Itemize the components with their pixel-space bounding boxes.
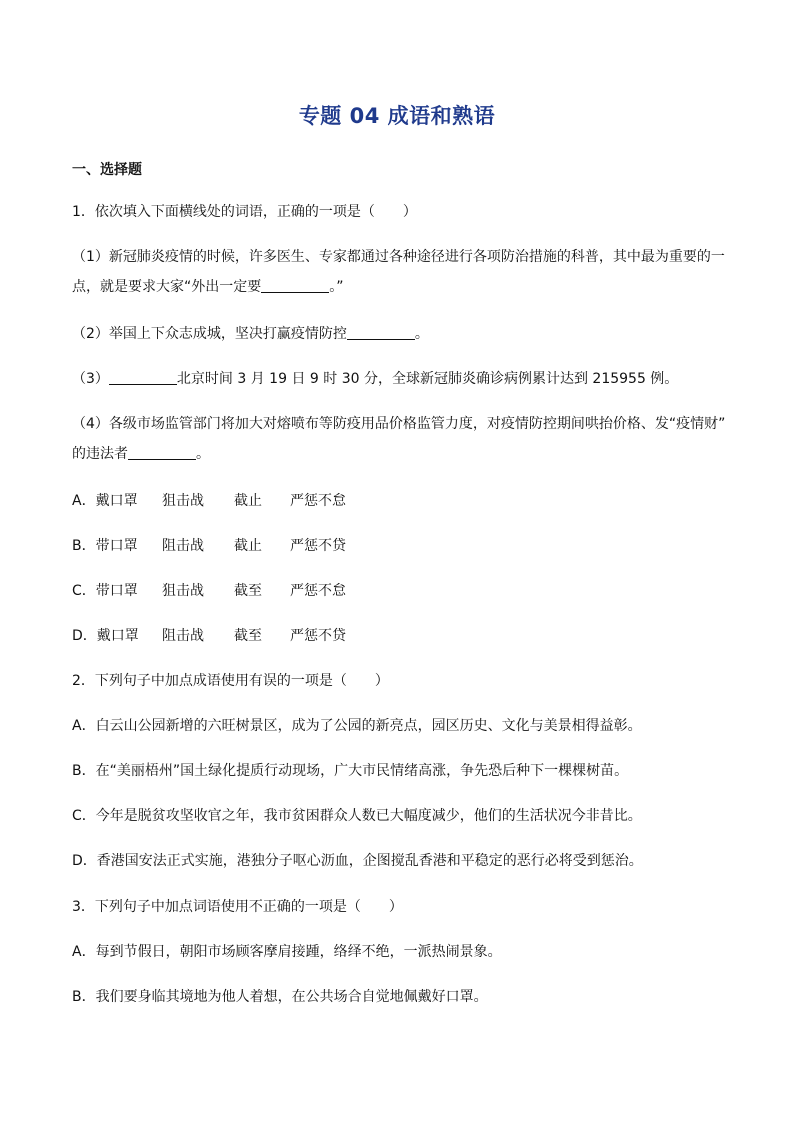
option-cell: A．戴口罩 xyxy=(72,493,138,509)
q3-option-a: A．每到节假日，朝阳市场顾客摩肩接踵，络绎不绝，一派热闹景象。 xyxy=(72,944,502,960)
answer-blank xyxy=(347,325,415,340)
option-cell: 截至 xyxy=(234,583,262,599)
option-cell: D．戴口罩 xyxy=(72,628,139,644)
option-cell: B．带口罩 xyxy=(72,538,138,554)
q2-option-c: C．今年是脱贫攻坚收官之年，我市贫困群众人数已大幅度减少，他们的生活状况今非昔比。 xyxy=(72,808,642,824)
answer-blank xyxy=(109,370,177,385)
q1-sentence-3 xyxy=(72,369,678,389)
option-cell: 截至 xyxy=(234,628,262,644)
q1-sentence-3-text: 北京时间 3 月 19 日 9 时 30 分，全球新冠肺炎确诊病例累计达到 215955 例。 xyxy=(176,371,679,387)
question-1-stem: 1．依次填入下面横线处的词语，正确的一项是（ ） xyxy=(72,204,417,220)
option-cell: 严惩不怠 xyxy=(290,493,346,509)
q2-option-a: A．白云山公园新增的六旺树景区，成为了公园的新亮点，园区历史、文化与美景相得益彰。 xyxy=(72,718,642,734)
q1-sentence-2-end: 。 xyxy=(414,326,429,342)
question-3-stem: 3．下列句子中加点词语使用不正确的一项是（ ） xyxy=(72,899,403,915)
option-cell: 阻击战 xyxy=(162,628,204,644)
q2-option-d: D．香港国安法正式实施，港独分子呕心沥血，企图搅乱香港和平稳定的恶行必将受到惩治。 xyxy=(72,853,643,869)
question-2-stem: 2．下列句子中加点成语使用有误的一项是（ ） xyxy=(72,673,389,689)
option-cell: 截止 xyxy=(234,538,262,554)
q1-sentence-4-line-1: （4）各级市场监管部门将加大对熔喷布等防疫用品价格监管力度，对疫情防控期间哄抬价格、发“疫情财” xyxy=(72,416,726,432)
q3-option-b: B．我们要身临其境地为他人着想，在公共场合自觉地佩戴好口罩。 xyxy=(72,989,488,1005)
q1-sentence-2 xyxy=(72,324,429,344)
q1-option-d xyxy=(72,626,346,646)
q1-sentence-4-text: 的违法者 xyxy=(72,446,128,462)
q1-sentence-1-line-2 xyxy=(72,277,344,297)
q2-option-b: B．在“美丽梧州”国土绿化提质行动现场，广大市民情绪高涨，争先恐后种下一棵棵树苗。 xyxy=(72,763,629,779)
page-title: 专题 04 成语和熟语 xyxy=(298,104,496,128)
option-cell: 狙击战 xyxy=(162,493,204,509)
option-cell: 严惩不贷 xyxy=(290,538,346,554)
q1-option-b xyxy=(72,536,346,556)
option-cell: 严惩不贷 xyxy=(290,628,346,644)
q1-sentence-1-end: 。” xyxy=(329,279,344,295)
q1-sentence-1-text: 点，就是要求大家“外出一定要 xyxy=(72,279,262,295)
option-cell: 阻击战 xyxy=(162,538,204,554)
option-cell: 狙击战 xyxy=(162,583,204,599)
option-cell: 严惩不怠 xyxy=(290,583,346,599)
q1-sentence-3-label: （3） xyxy=(72,371,109,387)
answer-blank xyxy=(128,445,196,460)
answer-blank xyxy=(261,278,329,293)
option-cell: 截止 xyxy=(234,493,262,509)
q1-option-c xyxy=(72,581,346,601)
q1-sentence-1-line-1: （1）新冠肺炎疫情的时候，许多医生、专家都通过各种途径进行各项防治措施的科普，其中最为重要的一 xyxy=(72,249,725,265)
q1-sentence-2-text: （2）举国上下众志成城，坚决打赢疫情防控 xyxy=(72,326,347,342)
section-heading: 一、选择题 xyxy=(72,162,142,178)
option-cell: C．带口罩 xyxy=(72,583,138,599)
q1-sentence-4-line-2 xyxy=(72,444,210,464)
q1-sentence-4-end: 。 xyxy=(196,446,210,462)
q1-option-a xyxy=(72,491,346,511)
